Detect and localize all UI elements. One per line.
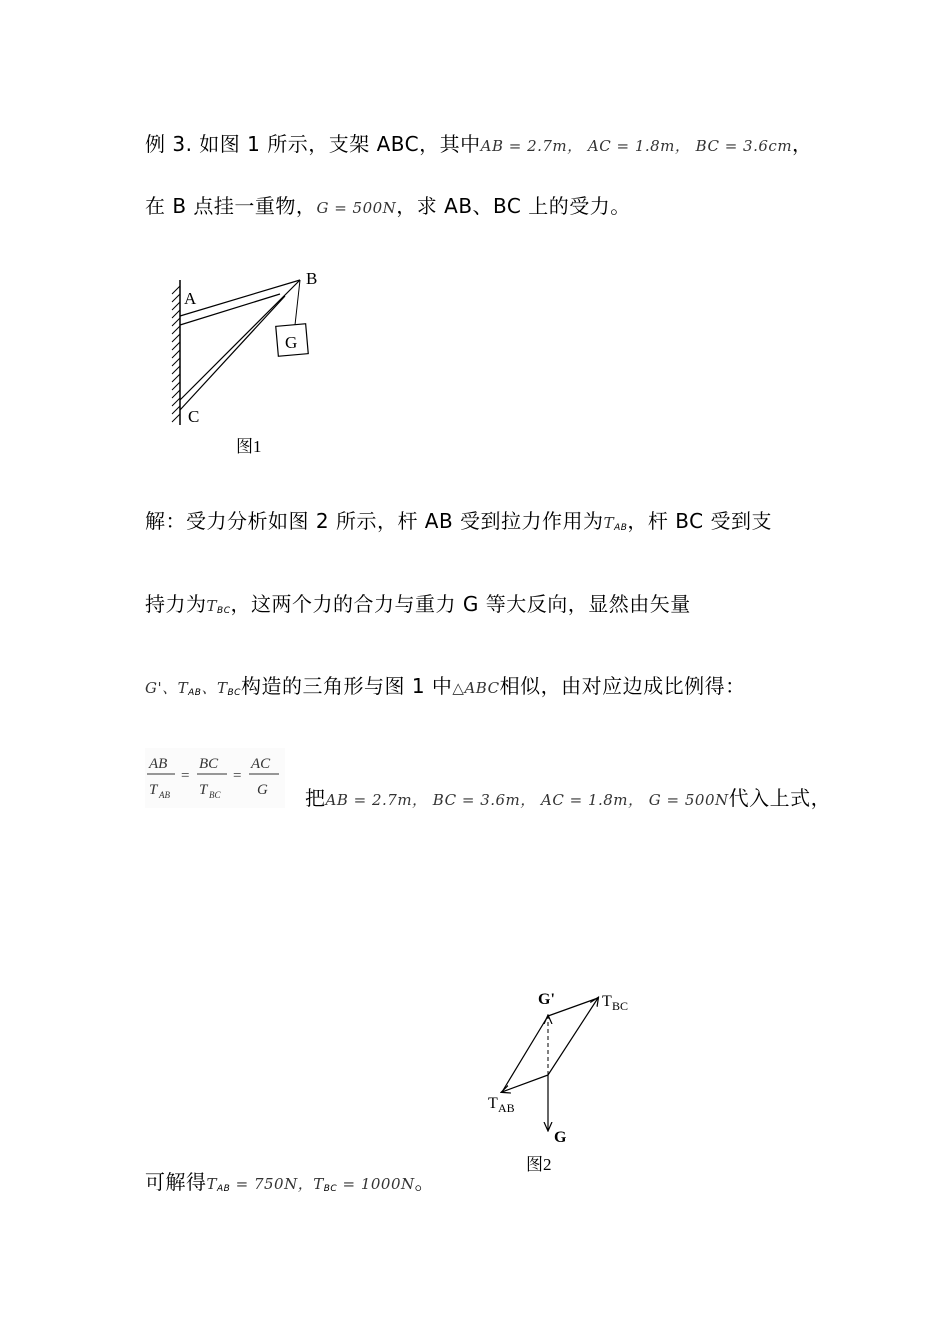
subscript: BC [612, 999, 629, 1013]
subscript: BC [227, 688, 241, 698]
subscript: AB [498, 1101, 515, 1115]
t-symbol: T [603, 514, 615, 532]
solution-line2 [145, 588, 691, 617]
text: 可解得 [145, 1170, 207, 1194]
t-symbol: T [177, 679, 189, 697]
figure-2-force-diagram [480, 980, 660, 1180]
figure-1-caption: 图1 [236, 437, 262, 456]
figure-2-caption: 图2 [526, 1155, 552, 1174]
text: 例 3. 如图 1 所示，支架 ABC，其中 [145, 132, 481, 156]
numerator-ac: AC [251, 756, 271, 772]
equals: = [181, 768, 190, 784]
text: 相似，由对应边成比例得： [499, 674, 746, 698]
denominator-t: T [149, 782, 158, 798]
t-bc-label: T [602, 993, 612, 1010]
result-line [145, 1166, 435, 1195]
solution-line3 [145, 670, 746, 699]
numerator-ab: AB [149, 756, 168, 772]
point-b-label: B [306, 269, 318, 288]
weight-label: G [285, 333, 298, 352]
vector-g-prime: G'、 [145, 679, 178, 697]
figure-1-bracket [160, 260, 340, 470]
text: 。 [414, 1170, 436, 1194]
substituted-values: AB = 2.7m， BC = 3.6m， AC = 1.8m， G = 500N [325, 791, 729, 809]
text: 解：受力分析如图 2 所示，杆 AB 受到拉力作用为 [145, 509, 604, 533]
problem-statement-line1 [145, 128, 813, 157]
text: ，杆 BC 受到支 [627, 509, 772, 533]
text: ，这两个力的合力与重力 G 等大反向，显然由矢量 [230, 592, 691, 616]
text: 代入上式， [728, 786, 832, 810]
given-lengths: AB = 2.7m， AC = 1.8m， BC = 3.6cm [480, 137, 793, 155]
point-a-label: A [184, 289, 197, 308]
denominator-t: T [199, 782, 208, 798]
solution-line1 [145, 505, 772, 534]
subscript: AB [159, 790, 170, 800]
denominator-g: G [257, 782, 268, 798]
numerator-bc: BC [199, 756, 219, 772]
given-weight: G = 500N [316, 199, 397, 217]
result-t-bc: = 1000N [337, 1175, 415, 1193]
g-prime-label: G' [538, 991, 555, 1008]
problem-statement-line2 [145, 190, 631, 219]
subscript: BC [217, 606, 231, 616]
triangle-abc: △ABC [452, 679, 500, 697]
text: 把 [305, 786, 326, 810]
result-t-ab: = 750N， [230, 1175, 314, 1193]
separator: 、 [201, 679, 217, 697]
subscript: BC [209, 790, 221, 800]
t-symbol: T [313, 1175, 324, 1193]
subscript: BC [323, 1184, 338, 1194]
t-symbol: T [206, 1175, 218, 1193]
text: 构造的三角形与图 1 中 [240, 674, 453, 698]
proportion-equation [145, 748, 285, 808]
equals: = [233, 768, 242, 784]
text: 持力为 [145, 592, 207, 616]
g-label: G [554, 1129, 567, 1146]
subscript: AB [614, 523, 628, 533]
point-c-label: C [188, 407, 200, 426]
subscript: AB [188, 688, 202, 698]
t-ab-label: T [488, 1095, 498, 1112]
subscript: AB [217, 1184, 231, 1194]
substitution-line [305, 782, 831, 811]
text: ，求 AB、BC 上的受力。 [396, 194, 631, 218]
text: 在 B 点挂一重物， [145, 194, 317, 218]
t-symbol: T [216, 679, 228, 697]
t-symbol: T [206, 597, 218, 615]
text: ， [792, 132, 813, 156]
